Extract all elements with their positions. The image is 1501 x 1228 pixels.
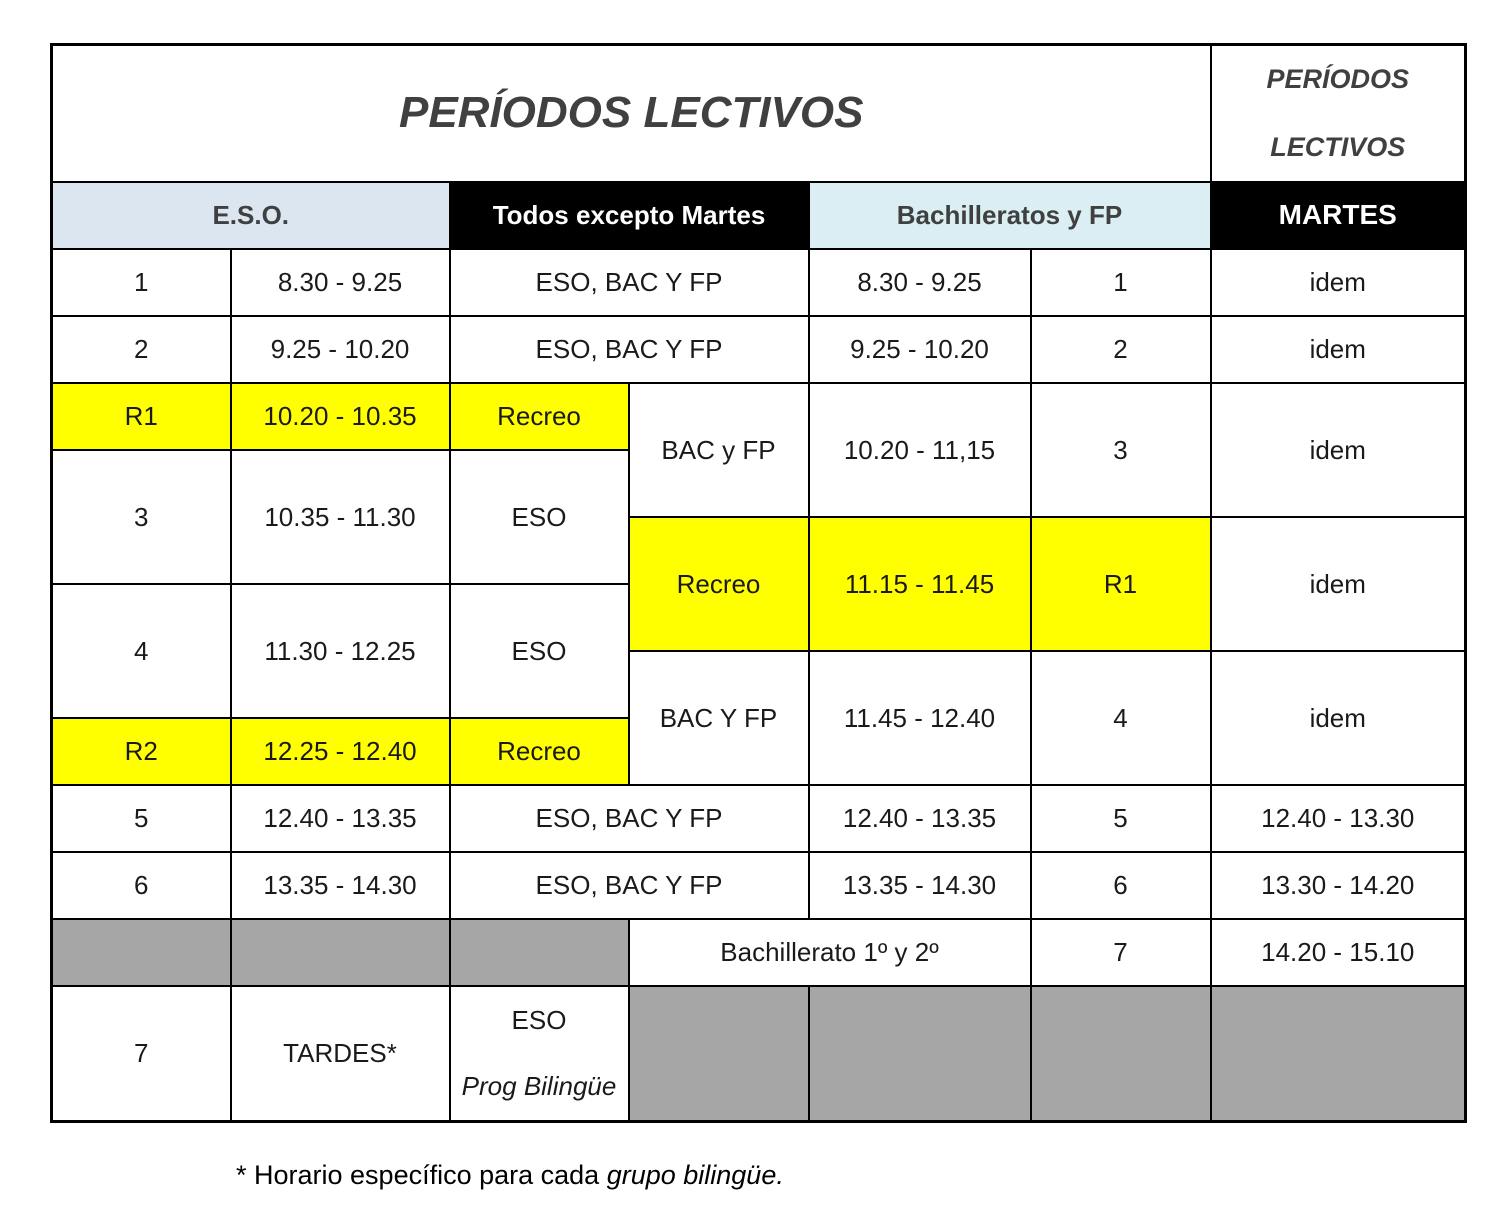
bac-period: 7 <box>1031 919 1211 986</box>
table-row <box>52 249 1466 316</box>
eso-time: TARDES* <box>231 986 450 1121</box>
eso-period: 4 <box>52 584 231 718</box>
group-label: ESO, BAC Y FP <box>450 249 809 316</box>
bac-time: 8.30 - 9.25 <box>809 249 1031 316</box>
bac-group: Recreo <box>629 517 809 651</box>
martes-cell: idem <box>1211 517 1466 651</box>
empty-cell <box>52 919 231 986</box>
bac-time: 11.15 - 11.45 <box>809 517 1031 651</box>
martes-cell: idem <box>1211 383 1466 517</box>
empty-cell <box>450 919 629 986</box>
footnote-text: * Horario específico para cada <box>236 1160 607 1190</box>
eso-group: Recreo <box>450 718 629 785</box>
header-bac: Bachilleratos y FP <box>809 182 1211 249</box>
eso-period: 1 <box>52 249 231 316</box>
eso-group-line-1: ESO <box>511 1005 567 1035</box>
empty-cell <box>231 919 450 986</box>
empty-cell <box>809 986 1031 1121</box>
bac-time: 10.20 - 11,15 <box>809 383 1031 517</box>
empty-cell <box>1211 986 1466 1121</box>
eso-time: 10.35 - 11.30 <box>231 450 450 584</box>
bac-period: 1 <box>1031 249 1211 316</box>
page-title: PERÍODOS LECTIVOS <box>52 45 1211 183</box>
empty-cell <box>629 986 809 1121</box>
bac-period: 5 <box>1031 785 1211 852</box>
eso-time: 8.30 - 9.25 <box>231 249 450 316</box>
table-row <box>52 316 1466 383</box>
eso-time: 12.40 - 13.35 <box>231 785 450 852</box>
eso-group: Recreo <box>450 383 629 450</box>
bac-group: BAC Y FP <box>629 651 809 785</box>
martes-cell: idem <box>1211 249 1466 316</box>
eso-period: R1 <box>52 383 231 450</box>
table-row <box>52 383 1466 450</box>
header-todos: Todos excepto Martes <box>450 182 809 249</box>
side-title <box>1211 45 1466 183</box>
side-title-line-1: PERÍODOS <box>1266 64 1410 94</box>
side-title-line-2: LECTIVOS <box>1270 131 1406 162</box>
table-row <box>52 785 1466 852</box>
eso-time: 10.20 - 10.35 <box>231 383 450 450</box>
bac-period: R1 <box>1031 517 1211 651</box>
eso-group: ESO <box>450 584 629 718</box>
bac-period: 6 <box>1031 852 1211 919</box>
footnote-italic: grupo bilingüe. <box>606 1160 784 1190</box>
eso-period: R2 <box>52 718 231 785</box>
bac-time: 11.45 - 12.40 <box>809 651 1031 785</box>
eso-group: ESO <box>450 450 629 584</box>
eso-period: 2 <box>52 316 231 383</box>
bac-time: 9.25 - 10.20 <box>809 316 1031 383</box>
footnote <box>236 1160 784 1191</box>
bac-period: 3 <box>1031 383 1211 517</box>
eso-time: 9.25 - 10.20 <box>231 316 450 383</box>
martes-cell: 14.20 - 15.10 <box>1211 919 1466 986</box>
bac-period: 2 <box>1031 316 1211 383</box>
bac-group: Bachillerato 1º y 2º <box>629 919 1031 986</box>
martes-cell: idem <box>1211 651 1466 785</box>
group-label: ESO, BAC Y FP <box>450 852 809 919</box>
header-eso: E.S.O. <box>52 182 450 249</box>
group-label: ESO, BAC Y FP <box>450 316 809 383</box>
eso-time: 12.25 - 12.40 <box>231 718 450 785</box>
group-label: ESO, BAC Y FP <box>450 785 809 852</box>
bac-group: BAC y FP <box>629 383 809 517</box>
bac-time: 12.40 - 13.35 <box>809 785 1031 852</box>
table-row <box>52 852 1466 919</box>
eso-group <box>450 986 629 1121</box>
eso-period: 3 <box>52 450 231 584</box>
table-row <box>52 986 1466 1121</box>
bac-period: 4 <box>1031 651 1211 785</box>
martes-cell: 13.30 - 14.20 <box>1211 852 1466 919</box>
eso-time: 13.35 - 14.30 <box>231 852 450 919</box>
eso-time: 11.30 - 12.25 <box>231 584 450 718</box>
martes-cell: 12.40 - 13.30 <box>1211 785 1466 852</box>
schedule-table <box>50 43 1467 1123</box>
table-row <box>52 919 1466 986</box>
header-martes: MARTES <box>1211 182 1466 249</box>
empty-cell <box>1031 986 1211 1121</box>
eso-group-line-2: Prog Bilingüe <box>461 1071 617 1102</box>
bac-time: 13.35 - 14.30 <box>809 852 1031 919</box>
eso-period: 5 <box>52 785 231 852</box>
eso-period: 7 <box>52 986 231 1121</box>
martes-cell: idem <box>1211 316 1466 383</box>
eso-period: 6 <box>52 852 231 919</box>
